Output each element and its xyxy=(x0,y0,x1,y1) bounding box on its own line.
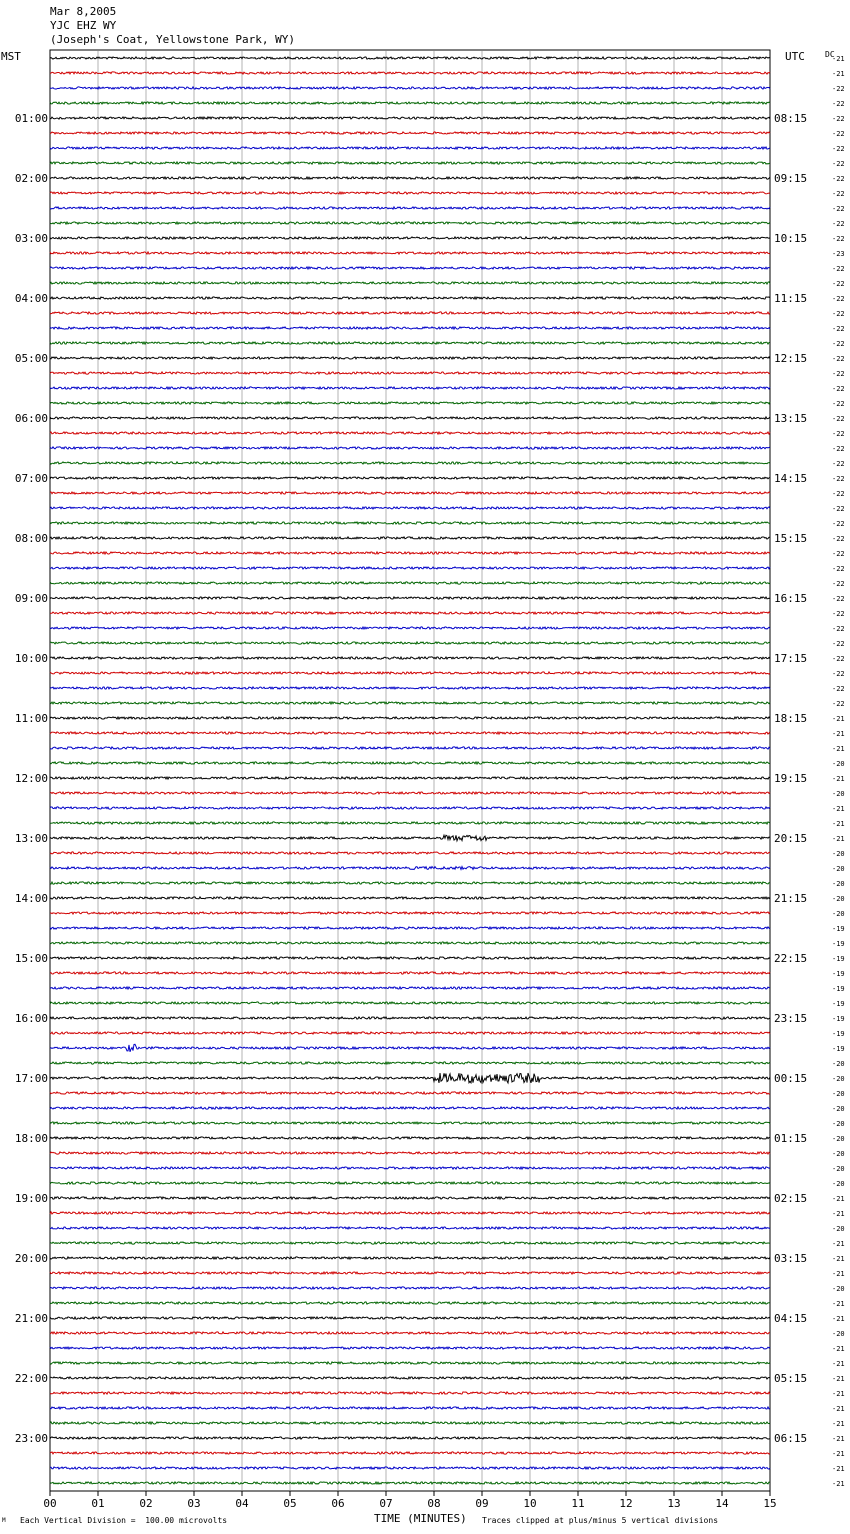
trace-row-1 xyxy=(50,72,770,74)
trace-row-63 xyxy=(50,1002,770,1004)
trace-row-21 xyxy=(50,372,770,374)
trace-row-78 xyxy=(50,1227,770,1229)
trace-row-85 xyxy=(50,1332,770,1334)
trace-row-14 xyxy=(50,267,770,269)
scale-note: Each Vertical Division = 100.00 microvolts xyxy=(20,1516,228,1525)
utc-hour-label: 20:15 xyxy=(774,832,808,845)
trace-row-45 xyxy=(50,732,770,734)
dc-offset-label: -22 xyxy=(832,460,845,468)
dc-offset-label: -22 xyxy=(832,625,845,633)
dc-offset-label: -21 xyxy=(832,1210,845,1218)
dc-offset-label: -20 xyxy=(832,760,845,768)
trace-row-27 xyxy=(50,462,770,464)
dc-offset-label: -22 xyxy=(832,610,845,618)
dc-offset-label: -22 xyxy=(832,580,845,588)
trace-row-10 xyxy=(50,207,770,209)
mst-hour-label: 07:00 xyxy=(14,472,48,485)
dc-offset-label: -21 xyxy=(832,1420,845,1428)
utc-hour-label: 19:15 xyxy=(774,772,808,785)
trace-row-8 xyxy=(50,177,770,179)
trace-row-9 xyxy=(50,192,770,194)
dc-offset-label: -19 xyxy=(832,1045,845,1053)
dc-offset-label: -21 xyxy=(832,730,845,738)
dc-offset-label: -19 xyxy=(832,925,845,933)
trace-row-73 xyxy=(50,1152,770,1154)
mst-hour-label: 10:00 xyxy=(14,652,48,665)
x-tick-label: 14 xyxy=(715,1497,729,1510)
trace-row-13 xyxy=(50,252,770,254)
dc-offset-label: -21 xyxy=(832,1480,845,1488)
utc-hour-label: 23:15 xyxy=(774,1012,808,1025)
trace-row-4 xyxy=(50,117,770,119)
utc-hour-label: 06:15 xyxy=(774,1432,808,1445)
dc-offset-label: -19 xyxy=(832,985,845,993)
dc-offset-label: -19 xyxy=(832,970,845,978)
dc-offset-label: -22 xyxy=(832,295,845,303)
dc-offset-label: -22 xyxy=(832,355,845,363)
dc-offset-label: -22 xyxy=(832,145,845,153)
mst-hour-label: 02:00 xyxy=(14,172,48,185)
dc-offset-label: -22 xyxy=(832,100,845,108)
utc-hour-label: 11:15 xyxy=(774,292,808,305)
dc-offset-label: -19 xyxy=(832,1000,845,1008)
trace-row-46 xyxy=(50,747,770,749)
dc-offset-label: -22 xyxy=(832,280,845,288)
dc-offset-label: -21 xyxy=(832,1375,845,1383)
dc-offset-label: -22 xyxy=(832,325,845,333)
dc-offset-label: -19 xyxy=(832,940,845,948)
trace-row-16 xyxy=(50,297,770,299)
trace-row-12 xyxy=(50,237,770,239)
mst-hour-label: 09:00 xyxy=(14,592,48,605)
dc-offset-label: -21 xyxy=(832,835,845,843)
dc-offset-label: -21 xyxy=(832,715,845,723)
trace-row-56 xyxy=(50,897,770,899)
left-timezone-label: MST xyxy=(1,50,21,63)
date-label: Mar 8,2005 xyxy=(50,5,117,18)
dc-offset-label: -22 xyxy=(832,160,845,168)
dc-offset-label: -20 xyxy=(832,865,845,873)
dc-offset-label: -22 xyxy=(832,235,845,243)
dc-offset-label: -20 xyxy=(832,895,845,903)
trace-row-43 xyxy=(50,702,770,704)
x-tick-label: 08 xyxy=(427,1497,441,1510)
trace-row-36 xyxy=(50,597,770,599)
trace-row-22 xyxy=(50,387,770,389)
utc-hour-label: 02:15 xyxy=(774,1192,808,1205)
trace-row-94 xyxy=(50,1467,770,1469)
dc-offset-label: -21 xyxy=(832,1450,845,1458)
utc-hour-label: 10:15 xyxy=(774,232,808,245)
trace-row-86 xyxy=(50,1347,770,1349)
mst-hour-label: 14:00 xyxy=(14,892,48,905)
trace-row-24 xyxy=(50,417,770,419)
dc-offset-label: -21 xyxy=(832,775,845,783)
dc-offset-label: -21 xyxy=(832,1240,845,1248)
trace-row-42 xyxy=(50,687,770,689)
trace-row-38 xyxy=(50,627,770,629)
trace-row-55 xyxy=(50,882,770,884)
utc-hour-label: 09:15 xyxy=(774,172,808,185)
dc-offset-label: -22 xyxy=(832,415,845,423)
trace-row-39 xyxy=(50,642,770,644)
mst-hour-label: 01:00 xyxy=(14,112,48,125)
dc-offset-label: -22 xyxy=(832,205,845,213)
mst-hour-label: 19:00 xyxy=(14,1192,48,1205)
dc-offset-label: -21 xyxy=(832,1195,845,1203)
dc-offset-label: -22 xyxy=(832,190,845,198)
mst-hour-label: 03:00 xyxy=(14,232,48,245)
mst-hour-label: 08:00 xyxy=(14,532,48,545)
trace-row-18 xyxy=(50,327,770,329)
trace-row-3 xyxy=(50,102,770,104)
trace-row-64 xyxy=(50,1017,770,1019)
dc-offset-label: -20 xyxy=(832,1105,845,1113)
dc-offset-label: -20 xyxy=(832,1330,845,1338)
dc-offset-label: -20 xyxy=(832,790,845,798)
dc-offset-label: -21 xyxy=(832,1315,845,1323)
utc-hour-label: 08:15 xyxy=(774,112,808,125)
trace-row-80 xyxy=(50,1257,770,1259)
trace-row-40 xyxy=(50,657,770,659)
x-tick-label: 12 xyxy=(619,1497,633,1510)
dc-offset-label: -21 xyxy=(832,1360,845,1368)
trace-row-68 xyxy=(50,1073,770,1083)
dc-offset-label: -21 xyxy=(832,1435,845,1443)
dc-offset-label: -20 xyxy=(832,1285,845,1293)
plot-frame xyxy=(50,50,770,1491)
trace-row-89 xyxy=(50,1392,770,1394)
trace-row-52 xyxy=(50,835,770,841)
utc-hour-label: 04:15 xyxy=(774,1312,808,1325)
trace-row-35 xyxy=(50,582,770,584)
trace-row-48 xyxy=(50,777,770,779)
trace-row-51 xyxy=(50,822,770,824)
dc-offset-label: -20 xyxy=(832,1150,845,1158)
utc-hour-label: 03:15 xyxy=(774,1252,808,1265)
trace-row-71 xyxy=(50,1122,770,1124)
dc-offset-label: -21 xyxy=(832,1345,845,1353)
trace-row-25 xyxy=(50,432,770,434)
trace-row-32 xyxy=(50,537,770,539)
trace-row-69 xyxy=(50,1092,770,1094)
utc-hour-label: 12:15 xyxy=(774,352,808,365)
mst-hour-label: 13:00 xyxy=(14,832,48,845)
dc-offset-label: -20 xyxy=(832,1165,845,1173)
trace-row-87 xyxy=(50,1362,770,1364)
dc-offset-label: -22 xyxy=(832,520,845,528)
dc-offset-label: -20 xyxy=(832,1225,845,1233)
location-label: (Joseph's Coat, Yellowstone Park, WY) xyxy=(50,33,296,46)
mst-hour-label: 16:00 xyxy=(14,1012,48,1025)
x-tick-label: 11 xyxy=(571,1497,585,1510)
mst-hour-label: 17:00 xyxy=(14,1072,48,1085)
mst-hour-label: 23:00 xyxy=(14,1432,48,1445)
dc-offset-label: -20 xyxy=(832,910,845,918)
trace-row-34 xyxy=(50,567,770,569)
trace-row-47 xyxy=(50,762,770,764)
trace-row-33 xyxy=(50,552,770,554)
station-label: YJC EHZ WY xyxy=(50,19,117,32)
trace-row-76 xyxy=(50,1197,770,1199)
mst-hour-label: 12:00 xyxy=(14,772,48,785)
trace-row-15 xyxy=(50,282,770,284)
trace-row-23 xyxy=(50,402,770,404)
dc-offset-label: -20 xyxy=(832,1090,845,1098)
utc-hour-label: 14:15 xyxy=(774,472,808,485)
utc-hour-label: 00:15 xyxy=(774,1072,808,1085)
dc-label: DC xyxy=(825,50,835,59)
dc-offset-label: -22 xyxy=(832,130,845,138)
trace-row-88 xyxy=(50,1377,770,1379)
dc-offset-label: -23 xyxy=(832,250,845,258)
dc-offset-label: -22 xyxy=(832,220,845,228)
mst-hour-label: 21:00 xyxy=(14,1312,48,1325)
dc-offset-label: -22 xyxy=(832,640,845,648)
utc-hour-label: 01:15 xyxy=(774,1132,808,1145)
x-tick-label: 00 xyxy=(43,1497,57,1510)
dc-offset-label: -21 xyxy=(832,1390,845,1398)
dc-offset-label: -22 xyxy=(832,550,845,558)
dc-offset-label: -20 xyxy=(832,1120,845,1128)
trace-row-62 xyxy=(50,987,770,989)
mst-hour-label: 18:00 xyxy=(14,1132,48,1145)
x-tick-label: 01 xyxy=(91,1497,105,1510)
trace-row-30 xyxy=(50,507,770,509)
dc-offset-label: -21 xyxy=(832,1465,845,1473)
dc-offset-label: -22 xyxy=(832,385,845,393)
dc-offset-label: -22 xyxy=(832,115,845,123)
clip-note: Traces clipped at plus/minus 5 vertical divisions xyxy=(482,1516,719,1525)
trace-row-54 xyxy=(50,867,770,870)
trace-row-66 xyxy=(50,1044,770,1052)
trace-row-92 xyxy=(50,1437,770,1439)
dc-offset-label: -22 xyxy=(832,445,845,453)
trace-row-58 xyxy=(50,927,770,929)
utc-hour-label: 17:15 xyxy=(774,652,808,665)
mst-hour-label: 05:00 xyxy=(14,352,48,365)
x-tick-label: 05 xyxy=(283,1497,297,1510)
dc-offset-label: -22 xyxy=(832,685,845,693)
trace-row-70 xyxy=(50,1107,770,1109)
utc-hour-label: 22:15 xyxy=(774,952,808,965)
dc-offset-label: -21 xyxy=(832,1300,845,1308)
dc-offset-label: -22 xyxy=(832,535,845,543)
trace-row-75 xyxy=(50,1182,770,1184)
dc-offset-label: -21 xyxy=(832,70,845,78)
dc-offset-label: -22 xyxy=(832,475,845,483)
trace-row-44 xyxy=(50,717,770,719)
dc-offset-label: -21 xyxy=(832,820,845,828)
utc-hour-label: 16:15 xyxy=(774,592,808,605)
trace-row-11 xyxy=(50,222,770,224)
mst-hour-label: 15:00 xyxy=(14,952,48,965)
dc-offset-label: -20 xyxy=(832,1060,845,1068)
dc-offset-label: -20 xyxy=(832,880,845,888)
trace-row-95 xyxy=(50,1482,770,1484)
trace-row-84 xyxy=(50,1317,770,1319)
utc-hour-label: 15:15 xyxy=(774,532,808,545)
trace-row-0 xyxy=(50,57,770,59)
utc-hour-label: 18:15 xyxy=(774,712,808,725)
trace-row-93 xyxy=(50,1452,770,1454)
trace-row-60 xyxy=(50,957,770,959)
dc-offset-label: -20 xyxy=(832,1135,845,1143)
x-tick-label: 03 xyxy=(187,1497,201,1510)
dc-offset-label: -22 xyxy=(832,85,845,93)
x-tick-label: 06 xyxy=(331,1497,345,1510)
x-tick-label: 04 xyxy=(235,1497,249,1510)
trace-row-79 xyxy=(50,1242,770,1244)
dc-offset-label: -22 xyxy=(832,265,845,273)
x-tick-label: 15 xyxy=(763,1497,777,1510)
trace-row-17 xyxy=(50,312,770,314)
dc-offset-label: -22 xyxy=(832,700,845,708)
dc-offset-label: -22 xyxy=(832,175,845,183)
trace-row-26 xyxy=(50,447,770,449)
dc-offset-label: -21 xyxy=(832,745,845,753)
dc-offset-label: -19 xyxy=(832,1030,845,1038)
trace-row-74 xyxy=(50,1167,770,1169)
trace-row-83 xyxy=(50,1302,770,1304)
trace-row-20 xyxy=(50,357,770,359)
trace-row-6 xyxy=(50,147,770,149)
x-tick-label: 07 xyxy=(379,1497,393,1510)
trace-row-19 xyxy=(50,342,770,344)
right-timezone-label: UTC xyxy=(785,50,805,63)
trace-row-90 xyxy=(50,1407,770,1409)
dc-offset-label: -21 xyxy=(832,55,845,63)
dc-offset-label: -21 xyxy=(832,805,845,813)
trace-row-7 xyxy=(50,162,770,164)
mst-hour-label: 22:00 xyxy=(14,1372,48,1385)
x-tick-label: 10 xyxy=(523,1497,537,1510)
utc-hour-label: 13:15 xyxy=(774,412,808,425)
x-tick-label: 09 xyxy=(475,1497,489,1510)
mst-hour-label: 11:00 xyxy=(14,712,48,725)
dc-offset-label: -22 xyxy=(832,400,845,408)
dc-offset-label: -22 xyxy=(832,490,845,498)
dc-offset-label: -22 xyxy=(832,505,845,513)
trace-row-37 xyxy=(50,612,770,614)
dc-offset-label: -20 xyxy=(832,1075,845,1083)
trace-row-2 xyxy=(50,87,770,89)
trace-row-31 xyxy=(50,522,770,524)
trace-row-82 xyxy=(50,1287,770,1289)
trace-row-59 xyxy=(50,942,770,944)
trace-row-53 xyxy=(50,852,770,854)
dc-offset-label: -19 xyxy=(832,1015,845,1023)
utc-hour-label: 05:15 xyxy=(774,1372,808,1385)
trace-row-29 xyxy=(50,492,770,494)
x-tick-label: 13 xyxy=(667,1497,681,1510)
dc-offset-label: -22 xyxy=(832,340,845,348)
trace-row-65 xyxy=(50,1032,770,1034)
dc-offset-label: -21 xyxy=(832,1255,845,1263)
trace-row-91 xyxy=(50,1422,770,1424)
dc-offset-label: -21 xyxy=(832,1405,845,1413)
dc-offset-label: -22 xyxy=(832,565,845,573)
dc-offset-label: -22 xyxy=(832,595,845,603)
dc-offset-label: -22 xyxy=(832,310,845,318)
trace-row-50 xyxy=(50,807,770,809)
mst-hour-label: 04:00 xyxy=(14,292,48,305)
trace-row-41 xyxy=(50,672,770,674)
dc-offset-label: -19 xyxy=(832,955,845,963)
dc-offset-label: -22 xyxy=(832,430,845,438)
trace-row-49 xyxy=(50,792,770,794)
dc-offset-label: -20 xyxy=(832,850,845,858)
mst-hour-label: 06:00 xyxy=(14,412,48,425)
dc-offset-label: -22 xyxy=(832,655,845,663)
trace-row-72 xyxy=(50,1137,770,1139)
x-tick-label: 02 xyxy=(139,1497,153,1510)
dc-offset-label: -21 xyxy=(832,1270,845,1278)
trace-row-61 xyxy=(50,972,770,974)
dc-offset-label: -22 xyxy=(832,670,845,678)
dc-offset-label: -20 xyxy=(832,1180,845,1188)
utc-hour-label: 21:15 xyxy=(774,892,808,905)
trace-row-81 xyxy=(50,1272,770,1274)
dc-offset-label: -22 xyxy=(832,370,845,378)
trace-row-57 xyxy=(50,912,770,914)
trace-row-28 xyxy=(50,477,770,479)
corner-mark: M xyxy=(2,1517,6,1524)
mst-hour-label: 20:00 xyxy=(14,1252,48,1265)
trace-row-77 xyxy=(50,1212,770,1214)
x-axis-label: TIME (MINUTES) xyxy=(374,1512,467,1525)
trace-row-5 xyxy=(50,132,770,134)
trace-row-67 xyxy=(50,1062,770,1064)
